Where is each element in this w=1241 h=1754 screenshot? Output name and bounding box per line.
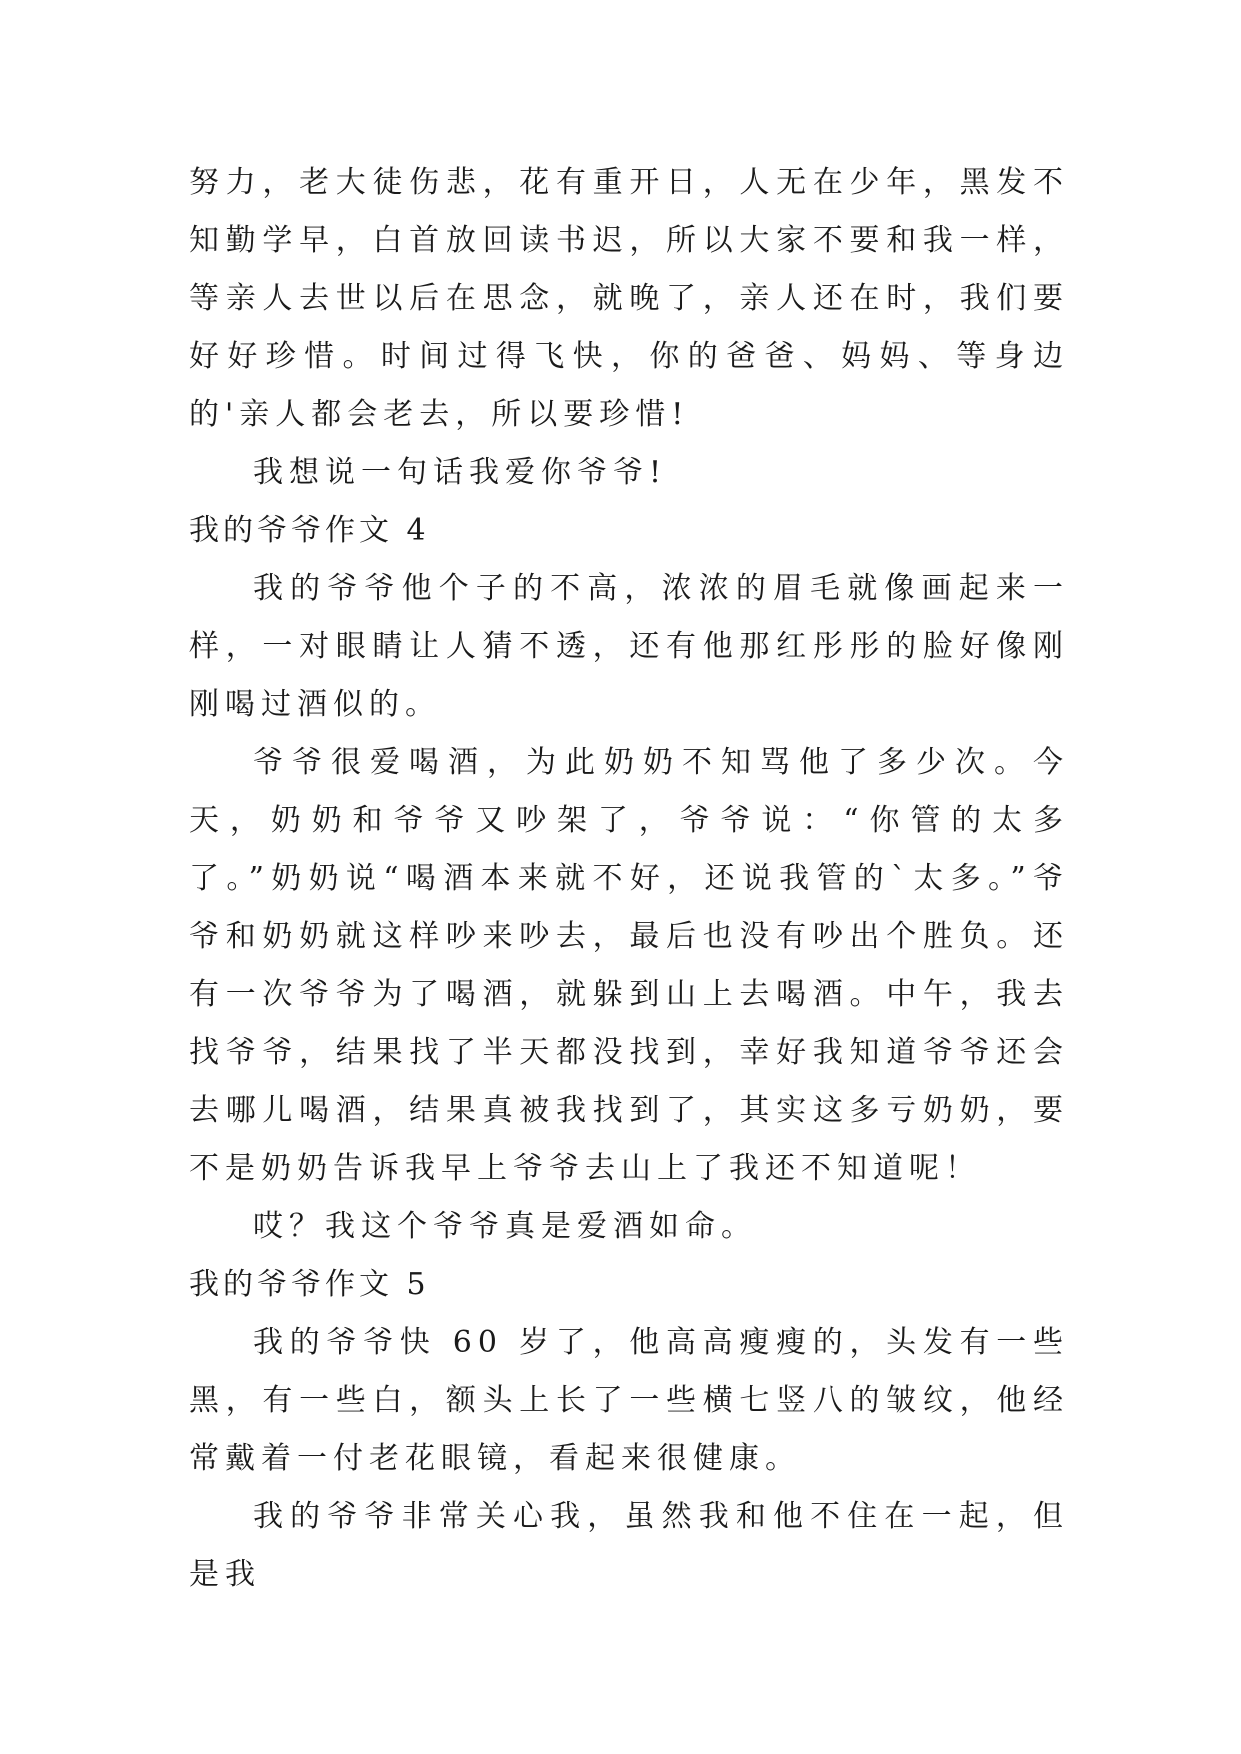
paragraph-grandpa-age: 我的爷爷快 60 岁了，他高高瘦瘦的，头发有一些黑，有一些白，额头上长了一些横七竖八的皱纹，他经常戴着一付老花眼镜，看起来很健康。: [189, 1325, 1069, 1476]
paragraph-grandpa-appearance: 我的爷爷他个子的不高，浓浓的眉毛就像画起来一样，一对眼睛让人猜不透，还有他那红彤彤的脸好像刚刚喝过酒似的。: [189, 571, 1069, 722]
essay-title-5: 我的爷爷作文 5: [189, 1267, 430, 1302]
paragraph-grandpa-drinking: 爷爷很爱喝酒，为此奶奶不知骂他了多少次。今天，奶奶和爷爷又吵架了，爷爷说：“你管的太多了。”奶奶说“喝酒本来就不好，还说我管的`太多。”爷爷和奶奶就这样吵来吵去，最后也没有吵出个胜负。还有一次爷爷为了喝酒，就躲到山上去喝酒。中午，我去找爷爷，结果找了半天都没找到，幸好我知道爷爷还会去哪儿喝酒，结果真被我找到了，其实这多亏奶奶，要不是奶奶告诉我早上爷爷去山上了我还不知道呢！: [189, 745, 1069, 1186]
paragraph-love-grandpa: 我想说一句话我爱你爷爷!: [253, 455, 668, 490]
paragraph-continuation: 努力，老大徒伤悲，花有重开日，人无在少年，黑发不知勤学早，白首放回读书迟，所以大家不要和我一样，等亲人去世以后在思念，就晚了，亲人还在时，我们要好好珍惜。时间过得飞快，你的爸爸、妈妈、等身边的'亲人都会老去，所以要珍惜!: [189, 165, 1069, 432]
paragraph-grandpa-cares: 我的爷爷非常关心我，虽然我和他不住在一起，但是我: [189, 1499, 1069, 1592]
paragraph-loves-wine: 哎？我这个爷爷真是爱酒如命。: [253, 1209, 757, 1244]
document-body: [189, 154, 1069, 1604]
essay-title-4: 我的爷爷作文 4: [189, 513, 430, 548]
